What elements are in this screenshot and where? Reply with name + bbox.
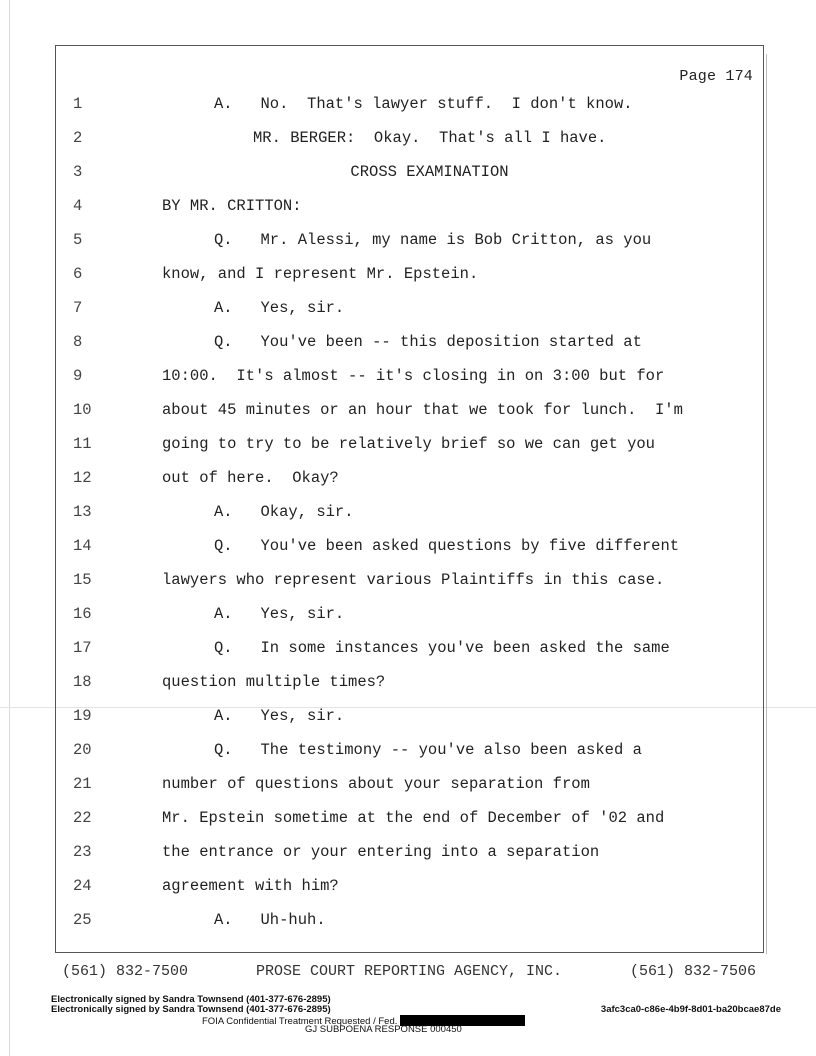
line-text: MR. BERGER: Okay. That's all I have. — [253, 129, 607, 147]
phone-right: (561) 832-7506 — [629, 963, 756, 980]
transcript-line — [56, 772, 763, 806]
transcript-line — [56, 704, 763, 738]
agency-name: PROSE COURT REPORTING AGENCY, INC. — [255, 963, 563, 980]
line-text: going to try to be relatively brief so we can get you — [162, 435, 655, 453]
line-number: 10 — [73, 401, 92, 419]
transcript-line — [56, 636, 763, 670]
line-text: Mr. Epstein sometime at the end of December of '02 and — [162, 809, 665, 827]
line-text: CROSS EXAMINATION — [350, 163, 509, 181]
line-number: 21 — [73, 775, 92, 793]
line-text: 10:00. It's almost -- it's closing in on 3:00 but for — [162, 367, 665, 385]
transcript-line — [56, 568, 763, 602]
line-text: lawyers who represent various Plaintiffs in this case. — [162, 571, 665, 589]
line-number: 8 — [73, 333, 83, 351]
line-number: 17 — [73, 639, 92, 657]
bates-number: GJ SUBPOENA RESPONSE 000450 — [305, 1024, 462, 1035]
transcript-line — [56, 534, 763, 568]
transcript-line — [56, 432, 763, 466]
line-number: 24 — [73, 877, 92, 895]
transcript-line — [56, 840, 763, 874]
transcript-line — [56, 908, 763, 942]
line-text: A. Yes, sir. — [214, 605, 345, 623]
transcript-line — [56, 398, 763, 432]
signature-line-1: Electronically signed by Sandra Townsend (401-377-676-2895) — [51, 994, 331, 1005]
transcript-line — [56, 194, 763, 228]
line-number: 2 — [73, 129, 83, 147]
transcript-line — [56, 806, 763, 840]
line-text: A. Okay, sir. — [214, 503, 354, 521]
transcript-line — [56, 466, 763, 500]
line-number: 22 — [73, 809, 92, 827]
transcript-line — [56, 296, 763, 330]
line-number: 3 — [73, 163, 83, 181]
line-text: Q. You've been -- this deposition started at — [214, 333, 642, 351]
transcript-line — [56, 92, 763, 126]
line-number: 20 — [73, 741, 92, 759]
line-number: 9 — [73, 367, 83, 385]
line-text: Q. You've been asked questions by five different — [214, 537, 680, 555]
transcript-line — [56, 602, 763, 636]
line-number: 15 — [73, 571, 92, 589]
line-number: 4 — [73, 197, 83, 215]
line-text: Q. Mr. Alessi, my name is Bob Critton, as you — [214, 231, 652, 249]
scan-edge-left — [9, 0, 10, 1056]
line-text: question multiple times? — [162, 673, 386, 691]
line-text: number of questions about your separation from — [162, 775, 590, 793]
line-number: 25 — [73, 911, 92, 929]
transcript-line — [56, 670, 763, 704]
foia-text: FOIA Confidential Treatment Requested / Fed. — [202, 1016, 398, 1027]
signature-block — [51, 994, 781, 1035]
line-text: the entrance or your entering into a separation — [162, 843, 600, 861]
line-number: 6 — [73, 265, 83, 283]
transcript-line — [56, 330, 763, 364]
line-number: 11 — [73, 435, 92, 453]
line-number: 19 — [73, 707, 92, 725]
transcript-lines — [56, 92, 763, 942]
line-text: A. Yes, sir. — [214, 707, 345, 725]
document-hash: 3afc3ca0-c86e-4b9f-8d01-ba20bcae87de — [600, 1004, 781, 1015]
line-text: A. No. That's lawyer stuff. I don't know. — [214, 95, 633, 113]
line-number: 18 — [73, 673, 92, 691]
line-number: 13 — [73, 503, 92, 521]
line-text: out of here. Okay? — [162, 469, 339, 487]
transcript-line — [56, 126, 763, 160]
reporter-footer — [62, 963, 756, 980]
phone-left: (561) 832-7500 — [62, 963, 189, 980]
line-number: 16 — [73, 605, 92, 623]
transcript-line — [56, 262, 763, 296]
line-number: 5 — [73, 231, 83, 249]
signature-line-2: Electronically signed by Sandra Townsend (401-377-676-2895) — [51, 1004, 331, 1015]
line-text: know, and I represent Mr. Epstein. — [162, 265, 479, 283]
transcript-line — [56, 228, 763, 262]
transcript-line — [56, 500, 763, 534]
line-text: agreement with him? — [162, 877, 339, 895]
line-text: A. Uh-huh. — [214, 911, 326, 929]
transcript-line — [56, 160, 763, 194]
line-number: 23 — [73, 843, 92, 861]
line-text: A. Yes, sir. — [214, 299, 345, 317]
line-number: 1 — [73, 95, 83, 113]
line-number: 12 — [73, 469, 92, 487]
transcript-page — [55, 45, 764, 953]
line-text: Q. In some instances you've been asked the same — [214, 639, 670, 657]
line-number: 7 — [73, 299, 83, 317]
page-number: Page 174 — [679, 68, 753, 85]
line-number: 14 — [73, 537, 92, 555]
transcript-line — [56, 364, 763, 398]
transcript-line — [56, 874, 763, 908]
transcript-line — [56, 738, 763, 772]
line-text: about 45 minutes or an hour that we took for lunch. I'm — [162, 401, 683, 419]
line-text: BY MR. CRITTON: — [162, 197, 302, 215]
line-text: Q. The testimony -- you've also been asked a — [214, 741, 642, 759]
